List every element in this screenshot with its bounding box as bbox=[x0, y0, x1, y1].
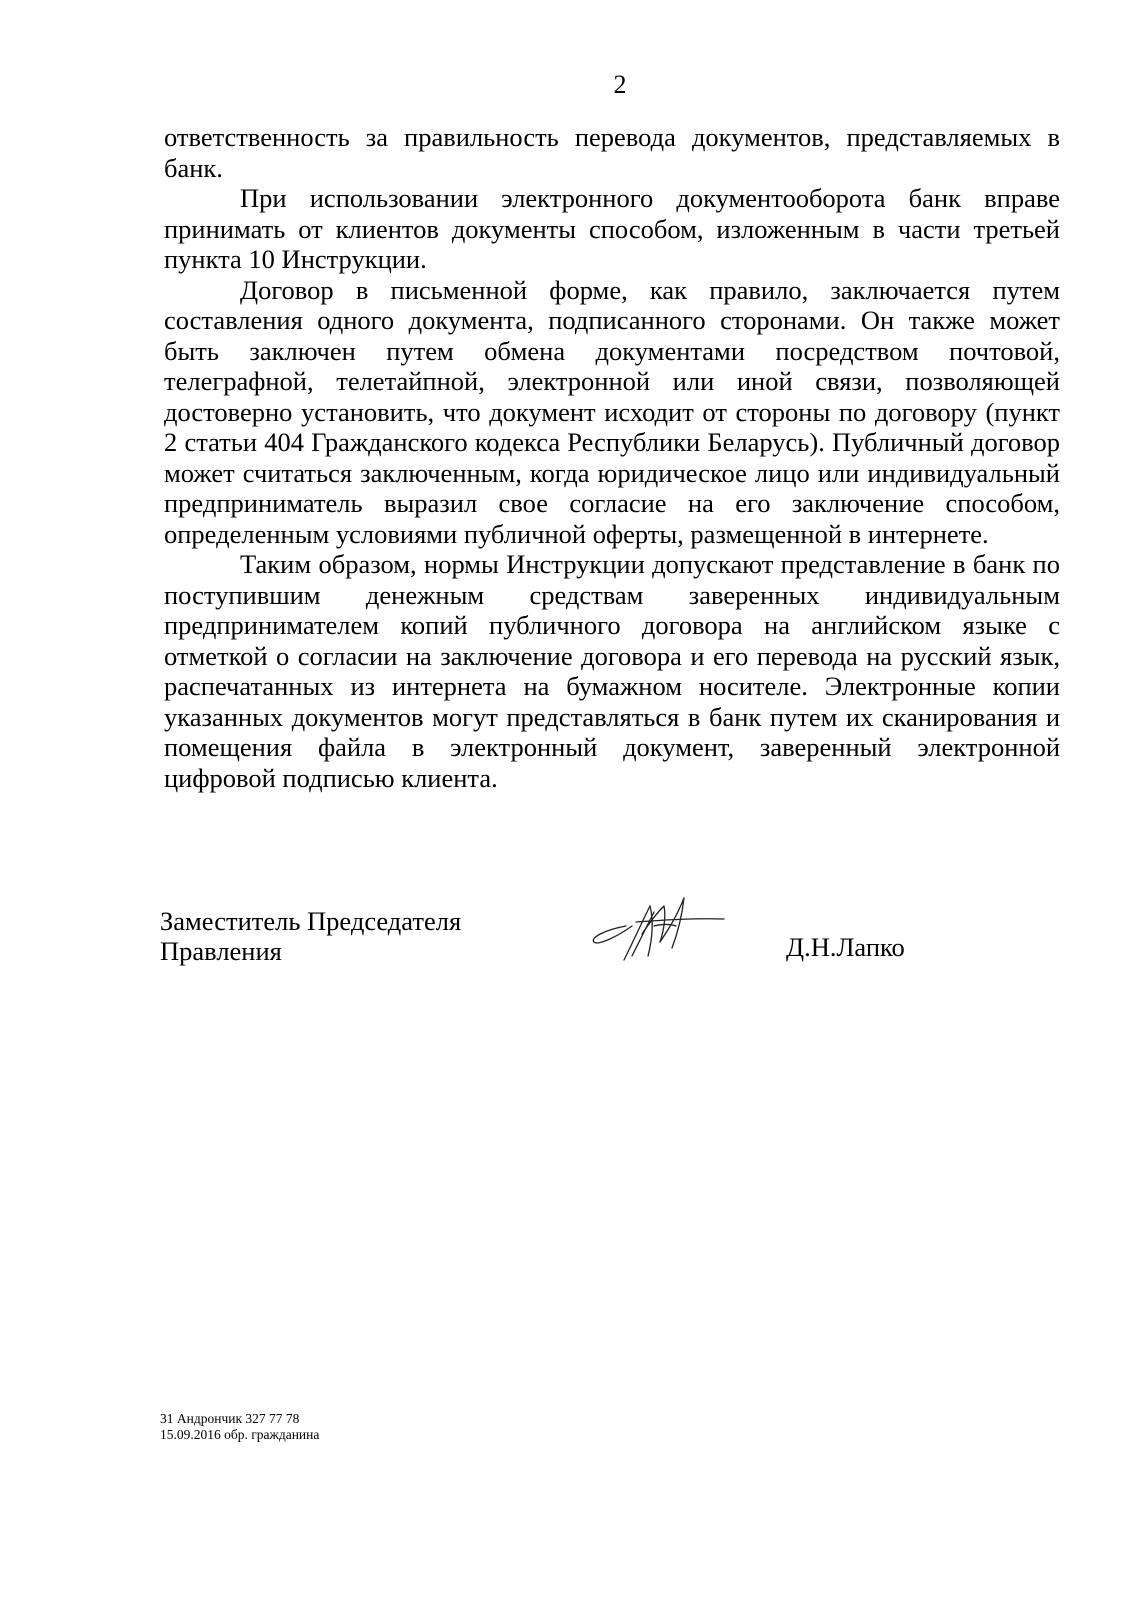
page-number: 2 bbox=[613, 70, 627, 99]
footer-note bbox=[160, 1411, 319, 1443]
signatory-name: Д.Н.Лапко bbox=[786, 932, 905, 962]
handwritten-signature bbox=[584, 882, 734, 966]
signatory-position-line2: Правления bbox=[160, 936, 282, 966]
document-body bbox=[164, 122, 1060, 793]
signatory-position bbox=[160, 906, 461, 966]
footer-date-line: 15.09.2016 обр. гражданина bbox=[160, 1427, 320, 1442]
paragraph-written-contract: Договор в письменной форме, как правило, заключается путем составления одного документа, подписанного сторонами. Он также может быть заключен путем обмена документами посредством почтовой, телеграфной, телетайпной, электронной или иной связи, позволяющей достоверно установить, что документ исходит от стороны по договору (пункт 2 статьи 404 Гражданского кодекса Республики Беларусь). Публичный договор может считаться заключенным, когда юридическое лицо или индивидуальный предприниматель выразил свое согласие на его заключение способом, определенным условиями публичной оферты, размещенной в интернете. bbox=[164, 274, 1060, 549]
signatory-position-line1: Заместитель Председателя bbox=[160, 906, 462, 936]
footer-executor-line: 31 Андрончик 327 77 78 bbox=[160, 1411, 300, 1426]
paragraph-electronic-documents: При использовании электронного документооборота банк вправе принимать от клиентов документы способом, изложенным в части третьей пункта 10 Инструкции. bbox=[164, 183, 1060, 274]
paragraph-continuation: ответственность за правильность перевода документов, представляемых в банк. bbox=[164, 122, 1060, 183]
paragraph-conclusion: Таким образом, нормы Инструкции допускают представление в банк по поступившим денежным средствам заверенных индивидуальным предпринимателем копий публичного договора на английском языке с отметкой о согласии на заключение договора и его перевода на русский язык, распечатанных из интернета на бумажном носителе. Электронные копии указанных документов могут представляться в банк путем их сканирования и помещения файла в электронный документ, заверенный электронной цифровой подписью клиента. bbox=[164, 549, 1060, 793]
